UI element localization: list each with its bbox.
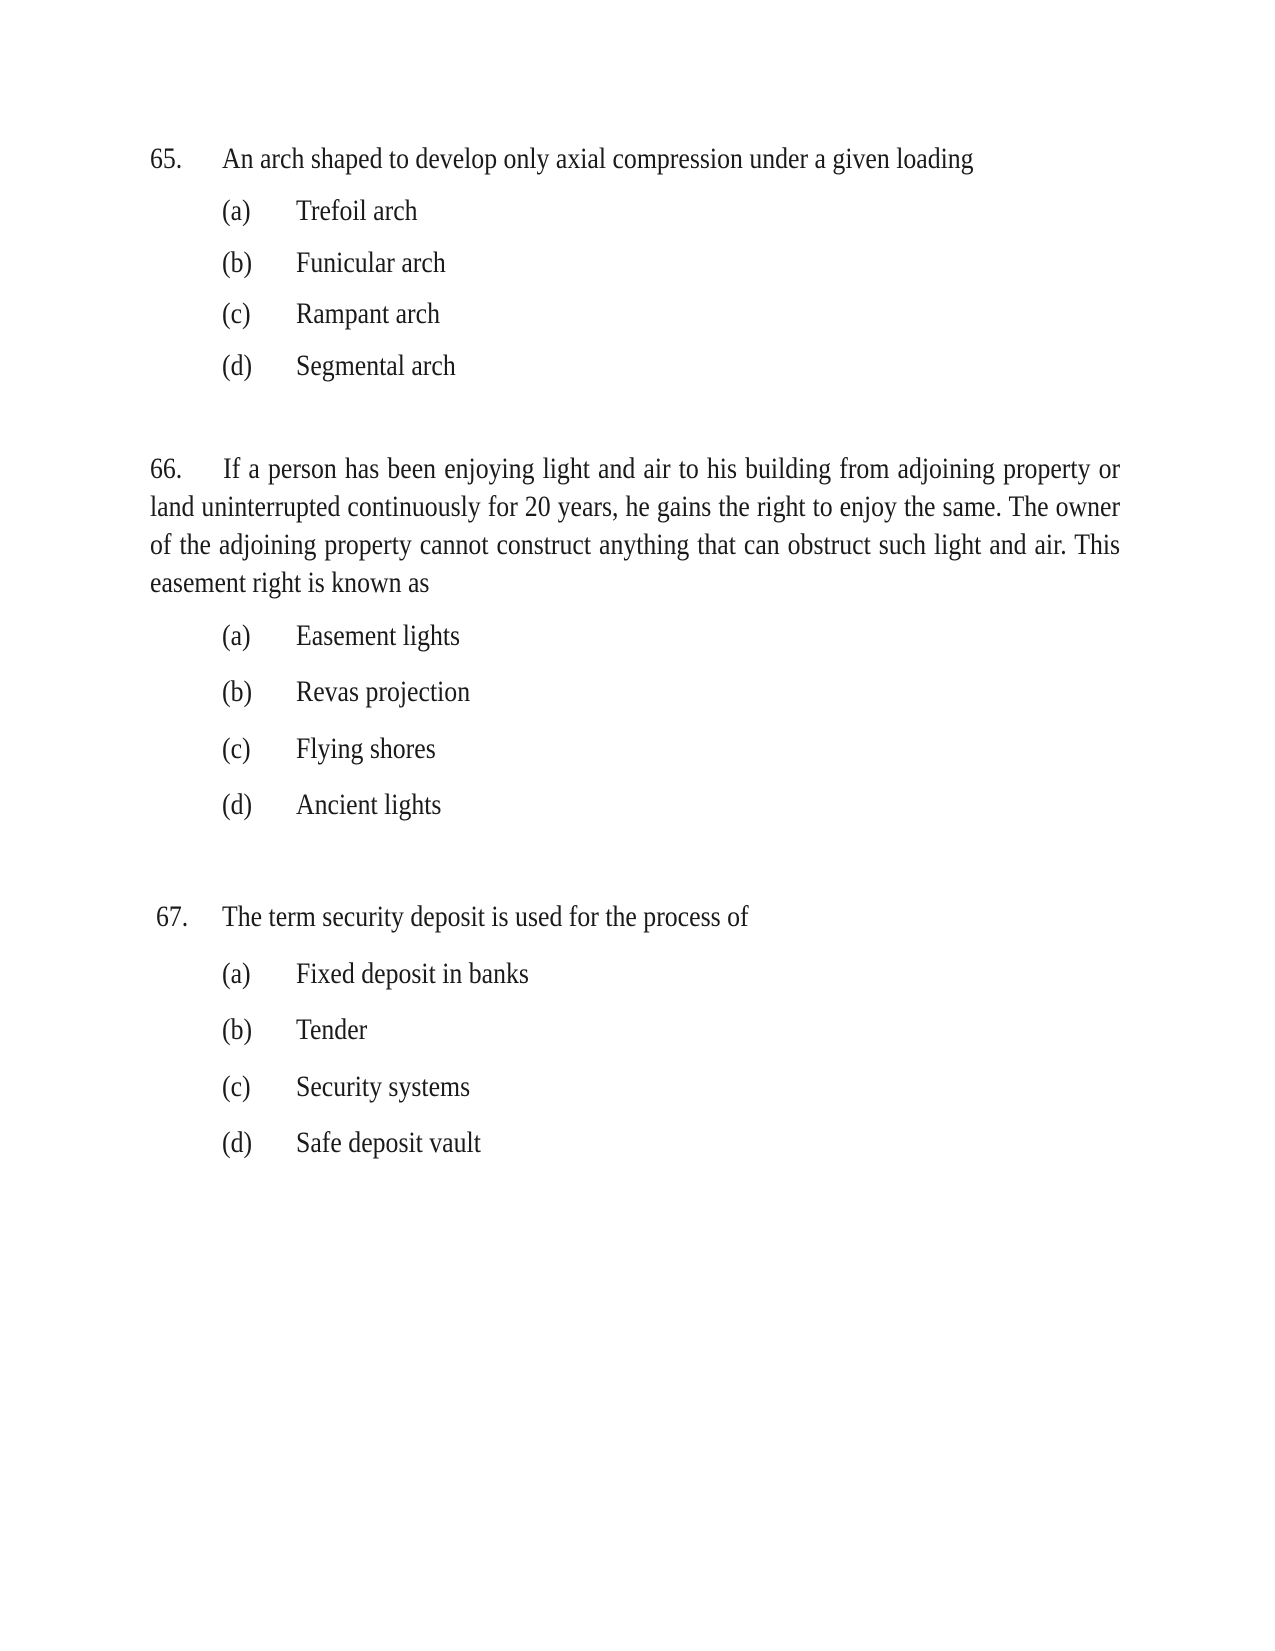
question-number: 67. [156, 900, 189, 933]
question-text: The term security deposit is used for the process of [222, 900, 749, 933]
option-label: (a) [222, 194, 251, 227]
option-label: (c) [222, 297, 251, 330]
option-label: (a) [222, 619, 251, 652]
option-text: Easement lights [296, 619, 461, 652]
option-text: Ancient lights [296, 788, 442, 821]
question-number: 65. [150, 142, 183, 175]
option-text: Segmental arch [296, 349, 456, 382]
option-label: (c) [222, 1070, 251, 1103]
option-text: Trefoil arch [296, 194, 418, 227]
option-label: (d) [222, 349, 253, 382]
option-label: (d) [222, 788, 253, 821]
option-label: (d) [222, 1126, 253, 1159]
question-number: 66. [150, 452, 183, 485]
option-label: (a) [222, 957, 251, 990]
option-text: Rampant arch [296, 297, 440, 330]
option-text: Security systems [296, 1070, 471, 1103]
option-label: (b) [222, 246, 253, 279]
option-text: Funicular arch [296, 246, 446, 279]
option-text: Revas projection [296, 675, 471, 708]
option-label: (b) [222, 675, 253, 708]
question-text: An arch shaped to develop only axial compression under a given loading [222, 142, 974, 175]
option-text: Safe deposit vault [296, 1126, 481, 1159]
option-text: Fixed deposit in banks [296, 957, 529, 990]
question-text: If a person has been enjoying light and air to his building from adjoining property or land uninterrupted continuously for 20 years, he gains the right to enjoy the same. The owner of the adjoining property cannot construct anything that can obstruct such light and air. This easement right is known as [150, 452, 1121, 599]
option-text: Tender [296, 1013, 368, 1046]
option-text: Flying shores [296, 732, 436, 765]
option-label: (b) [222, 1013, 253, 1046]
option-label: (c) [222, 732, 251, 765]
